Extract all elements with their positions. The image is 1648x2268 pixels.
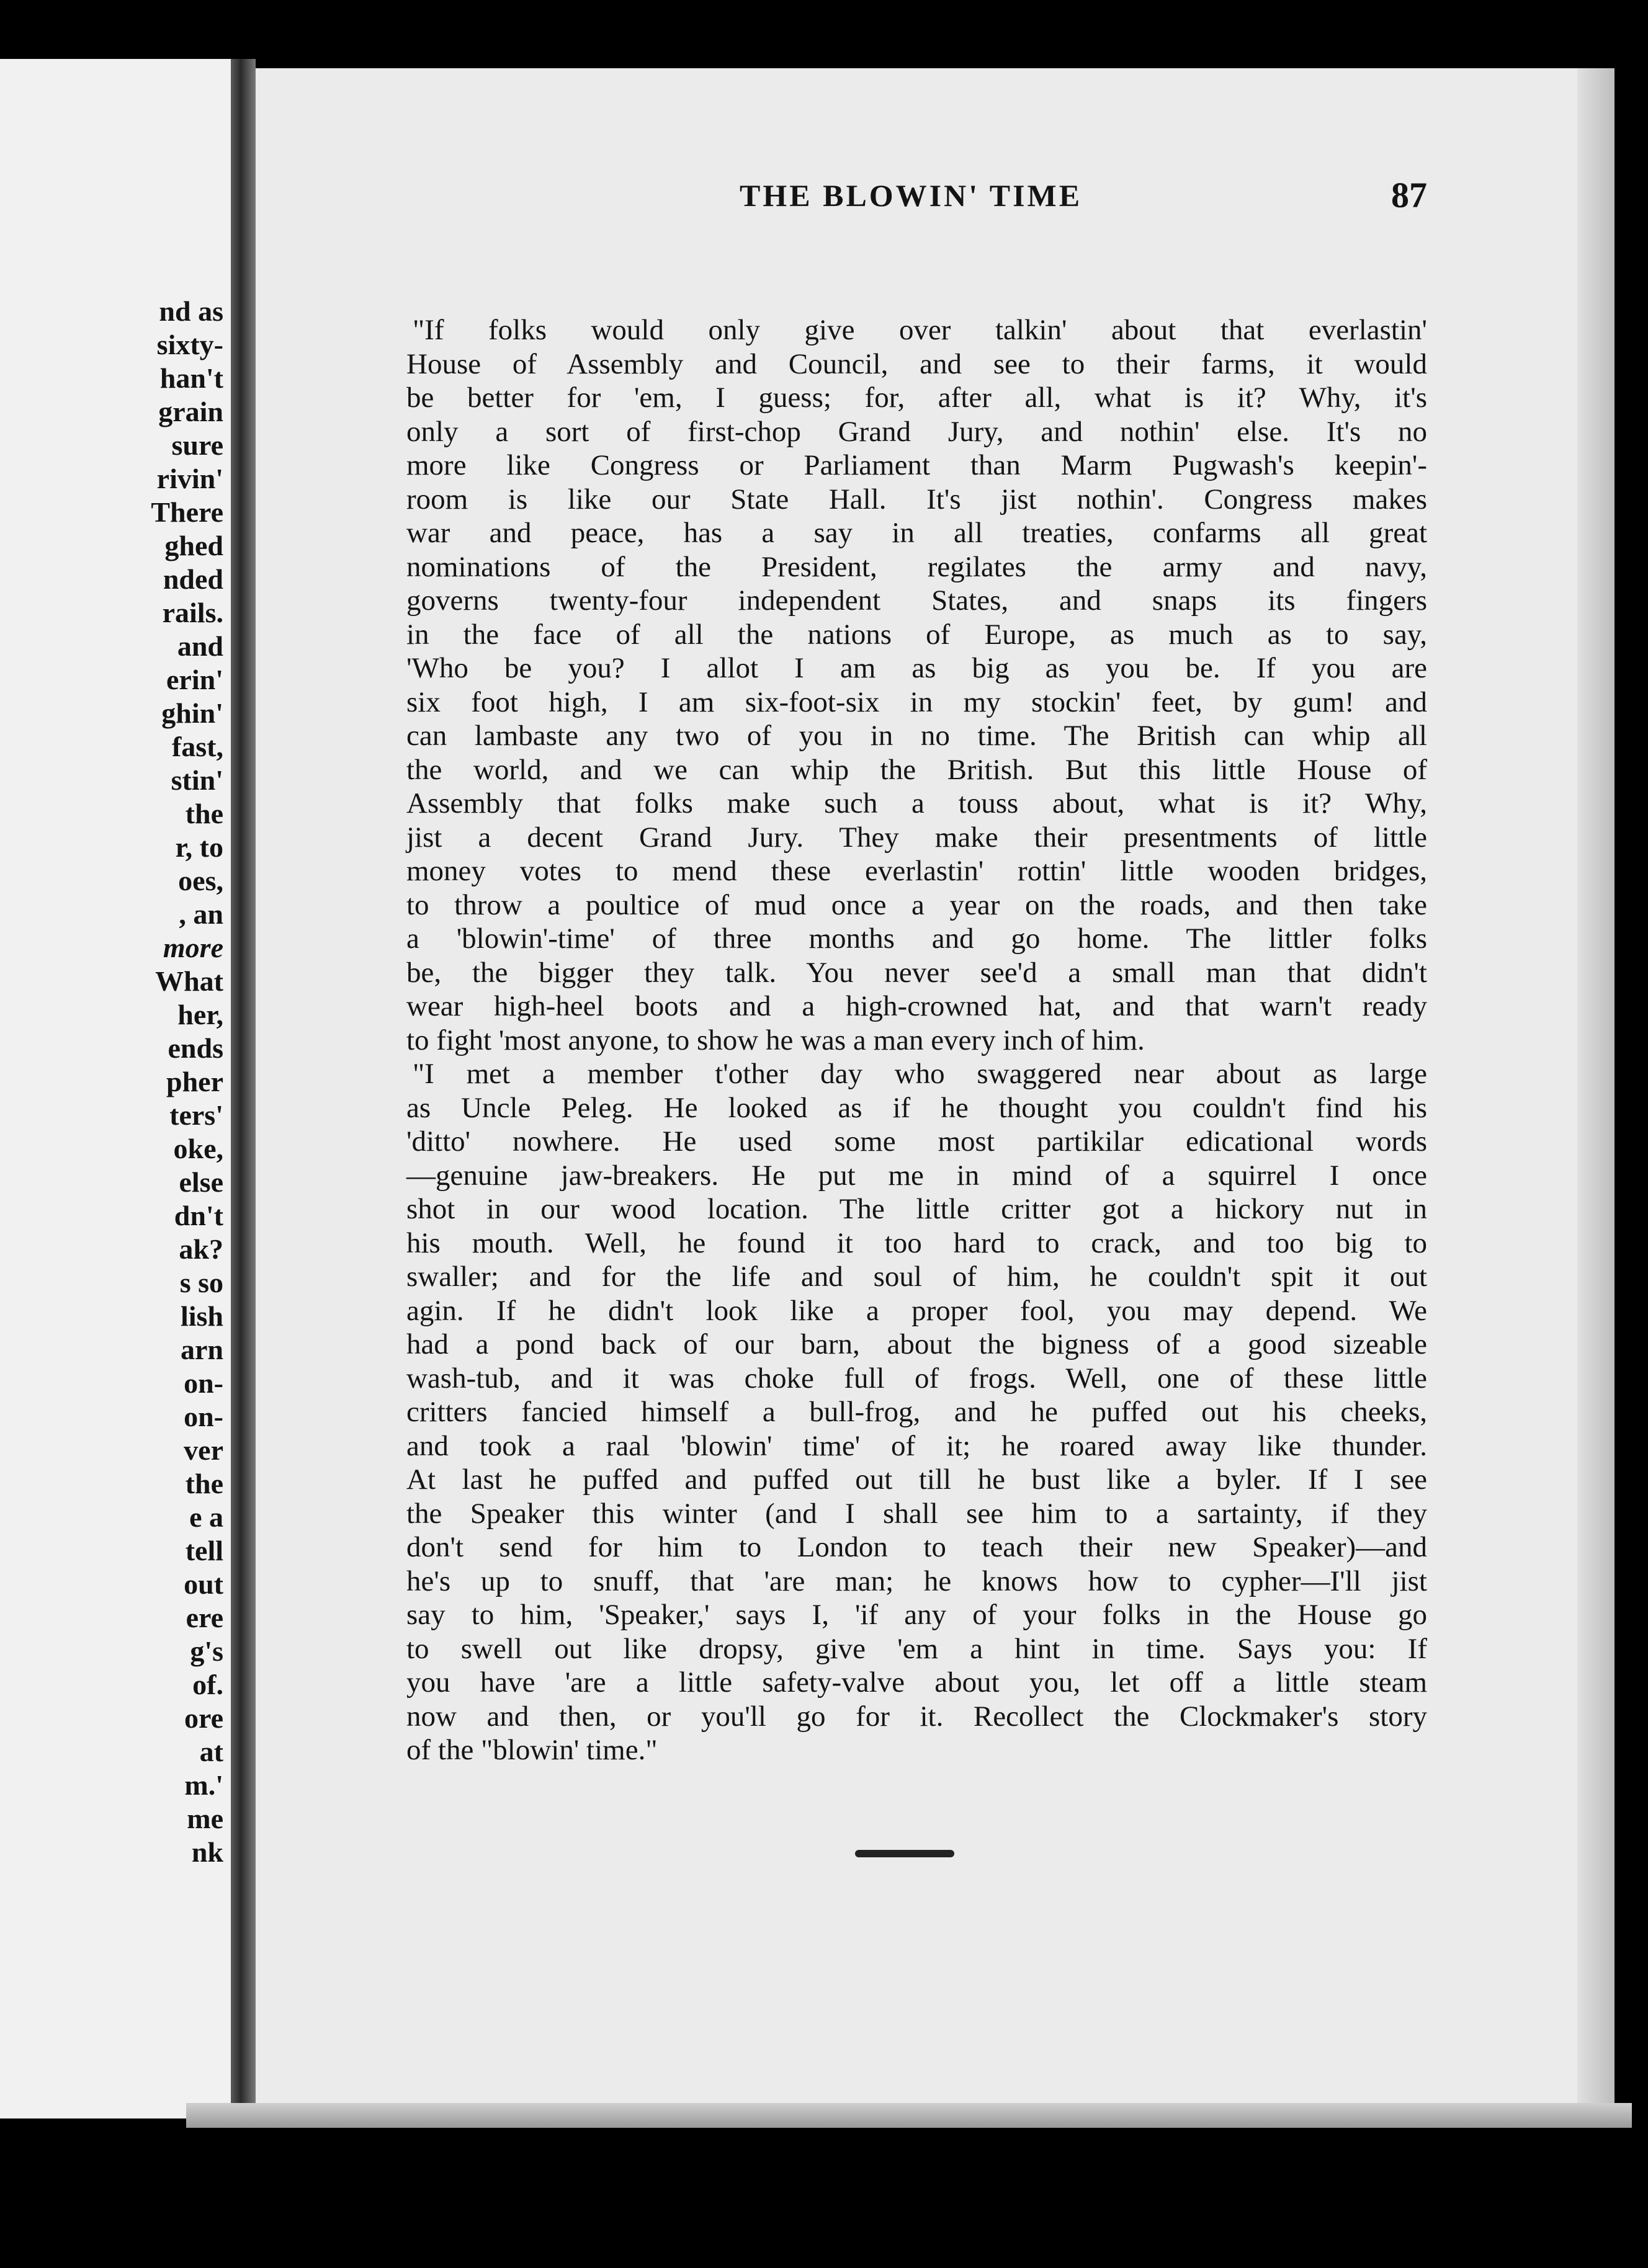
left-page-line: ore (184, 1702, 223, 1734)
left-page (0, 59, 231, 2118)
left-page-line: stin' (171, 764, 223, 796)
left-page-line: lish (180, 1300, 223, 1332)
page-bottom-edge (186, 2103, 1632, 2128)
left-page-line: There (151, 496, 223, 528)
left-page-line: nd as (159, 295, 223, 327)
text-line: you have 'are a little safety-valve about you, let off a little steam (406, 1666, 1427, 1699)
text-line: now and then, or you'll go for it. Recollect the Clockmaker's story (406, 1700, 1427, 1733)
running-title: THE BLOWIN' TIME (740, 178, 1083, 213)
left-page-line: ghed (164, 530, 223, 561)
text-line: the Speaker this winter (and I shall see him to a sartainty, if they (406, 1497, 1427, 1530)
page-header (484, 171, 1427, 220)
text-line: swaller; and for the life and soul of him, he couldn't spit it out (406, 1261, 1427, 1293)
left-page-line: ters' (169, 1099, 223, 1131)
left-page-line: , an (179, 898, 223, 930)
left-page-line: more (163, 932, 223, 963)
text-line: the world, and we can whip the British. But this little House of (406, 753, 1427, 786)
left-page-line: ghin' (161, 697, 223, 729)
text-line: to throw a poultice of mud once a year on the roads, and then take (406, 888, 1427, 921)
text-line: wash-tub, and it was choke full of frogs. Well, one of these little (406, 1362, 1427, 1395)
text-line: House of Assembly and Council, and see to their farms, it would (406, 347, 1427, 380)
text-line: Assembly that folks make such a touss about, what is it? Why, (406, 787, 1427, 819)
text-line: six foot high, I am six-foot-six in my stockin' feet, by gum! and (406, 685, 1427, 718)
left-page-line: sure (171, 429, 223, 461)
left-page-line: fast, (171, 731, 223, 762)
left-page-line: nk (191, 1836, 223, 1868)
text-line: to fight 'most anyone, to show he was a man every inch of him. (406, 1024, 1145, 1056)
text-line: nominations of the President, regilates the army and navy, (406, 550, 1427, 583)
left-page-line: rails. (162, 597, 223, 628)
left-page-line: at (199, 1736, 223, 1767)
left-page-line: g's (190, 1635, 223, 1667)
left-page-line: dn't (174, 1200, 223, 1231)
left-page-line: nded (163, 563, 223, 595)
left-page-line: oke, (173, 1133, 223, 1164)
text-line: he's up to snuff, that 'are man; he knows how to cypher—I'll jist (406, 1565, 1427, 1597)
text-line: agin. If he didn't look like a proper fool, you may depend. We (406, 1294, 1427, 1327)
text-line: only a sort of first-chop Grand Jury, and nothin' else. It's no (406, 415, 1427, 448)
text-line: more like Congress or Parliament than Marm Pugwash's keepin'- (406, 449, 1427, 481)
text-line: At last he puffed and puffed out till he bust like a byler. If I see (406, 1463, 1427, 1496)
text-line: say to him, 'Speaker,' says I, 'if any of your folks in the House go (406, 1599, 1427, 1631)
left-page-line: the (185, 1468, 223, 1499)
left-page-line: of. (192, 1669, 223, 1700)
text-line: wear high-heel boots and a high-crowned hat, and that warn't ready (406, 990, 1427, 1022)
left-page-line: m.' (184, 1769, 223, 1801)
text-line: and took a raal 'blowin' time' of it; he roared away like thunder. (406, 1429, 1427, 1462)
text-line: 'Who be you? I allot I am as big as you be. If you are (406, 652, 1427, 684)
left-page-line: on- (184, 1367, 223, 1399)
left-page-line: and (177, 630, 223, 662)
left-page-line: me (187, 1803, 223, 1834)
text-line: money votes to mend these everlastin' rottin' little wooden bridges, (406, 855, 1427, 887)
page-number: 87 (1391, 175, 1427, 215)
left-page-line: out (184, 1568, 223, 1600)
body-text (406, 313, 1427, 1767)
text-line: —genuine jaw-breakers. He put me in mind of a squirrel I once (406, 1159, 1427, 1192)
text-line: in the face of all the nations of Europe, as much as to say, (406, 618, 1427, 651)
text-line: "If folks would only give over talkin' about that everlastin' (413, 314, 1427, 346)
left-page-line: arn (181, 1334, 223, 1365)
text-line: be better for 'em, I guess; for, after all, what is it? Why, it's (406, 382, 1427, 414)
left-page-line: r, to (175, 831, 223, 863)
left-page-line: han't (159, 362, 223, 394)
text-line: a 'blowin'-time' of three months and go home. The littler folks (406, 922, 1427, 955)
text-line: governs twenty-four independent States, and snaps its fingers (406, 584, 1427, 617)
left-page-line: e a (189, 1501, 223, 1533)
text-line: war and peace, has a say in all treaties, confarms all great (406, 517, 1427, 549)
text-line: "I met a member t'other day who swaggered near about as large (413, 1058, 1427, 1090)
left-page-line: pher (166, 1066, 223, 1097)
left-page-line: the (185, 798, 223, 829)
left-page-line: oes, (178, 865, 223, 896)
text-line: critters fancied himself a bull-frog, and he puffed out his cheeks, (406, 1396, 1427, 1428)
end-ornament (855, 1850, 954, 1857)
left-page-line: ver (184, 1434, 223, 1466)
text-line: to swell out like dropsy, give 'em a hint in time. Says you: If (406, 1632, 1427, 1665)
left-page-line: erin' (166, 664, 223, 695)
left-page-line: tell (185, 1535, 223, 1566)
left-page-text (0, 295, 223, 1869)
left-page-line: ends (168, 1032, 223, 1064)
text-line: 'ditto' nowhere. He used some most partikilar edicational words (406, 1125, 1427, 1158)
text-line: shot in our wood location. The little critter got a hickory nut in (406, 1193, 1427, 1225)
text-line: had a pond back of our barn, about the bigness of a good sizeable (406, 1328, 1427, 1360)
left-page-line: sixty- (156, 329, 223, 360)
left-page-line: ere (186, 1602, 223, 1633)
text-line: his mouth. Well, he found it too hard to crack, and too big to (406, 1226, 1427, 1259)
text-line: room is like our State Hall. It's jist nothin'. Congress makes (406, 483, 1427, 516)
text-line: can lambaste any two of you in no time. The British can whip all (406, 720, 1427, 752)
page-edge-shadow (1577, 68, 1614, 2103)
left-page-line: on- (184, 1401, 223, 1432)
left-page-line: What (155, 965, 223, 997)
left-page-line: rivin' (156, 463, 223, 494)
text-line: as Uncle Peleg. He looked as if he thought you couldn't find his (406, 1091, 1427, 1124)
left-page-line: s so (179, 1267, 223, 1298)
text-line: be, the bigger they talk. You never see'd a small man that didn't (406, 956, 1427, 989)
text-line: jist a decent Grand Jury. They make their presentments of little (406, 821, 1427, 854)
left-page-line: else (179, 1166, 223, 1198)
left-page-line: ak? (179, 1233, 223, 1265)
text-line: don't send for him to London to teach their new Speaker)—and (406, 1531, 1427, 1563)
book-gutter (231, 59, 256, 2118)
text-line: of the "blowin' time." (406, 1734, 658, 1766)
left-page-line: grain (158, 396, 223, 427)
left-page-line: her, (177, 999, 223, 1030)
